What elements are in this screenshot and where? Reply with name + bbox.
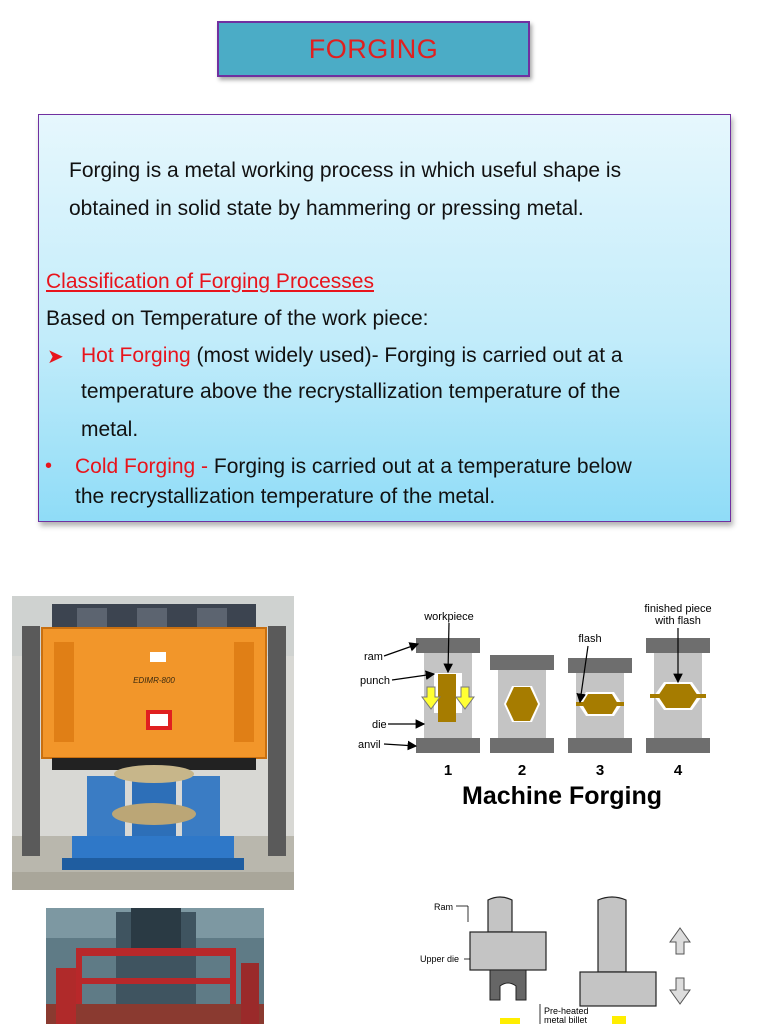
large-press-photo	[46, 908, 264, 1024]
press-label: EDIMR-800	[133, 676, 175, 685]
content-box	[38, 114, 731, 522]
step-number-2: 2	[517, 762, 527, 779]
arrow-bullet-icon: ➤	[47, 346, 64, 368]
machine-forging-diagram	[352, 598, 722, 820]
step-number-4: 4	[673, 762, 683, 779]
hot-forging-line-2: temperature above the recrystallization temperature of the	[81, 380, 621, 403]
label-workpiece: workpiece	[424, 611, 474, 623]
hot-forging-line-3: metal.	[81, 418, 139, 441]
label-ram: ram	[364, 651, 383, 663]
intro-line-2: obtained in solid state by hammering or pressing metal.	[69, 197, 584, 220]
title-box	[217, 21, 530, 77]
hot-forging-desc: (most widely used)- Forging is carried out at a	[190, 344, 623, 367]
label-die: die	[372, 719, 387, 731]
diagram-caption: Machine Forging	[462, 782, 662, 810]
label-upper-die: Upper die	[420, 954, 460, 964]
label-finished-1: finished piece	[644, 603, 712, 615]
ram-die-diagram	[412, 892, 712, 1024]
cold-forging-line-2: the recrystallization temperature of the metal.	[75, 485, 496, 508]
cold-forging-desc: Forging is carried out at a temperature below	[213, 455, 632, 478]
step-number-3: 3	[595, 762, 605, 779]
page-title: FORGING	[308, 33, 439, 64]
label-finished-2: with flash	[655, 615, 701, 627]
label-billet-1: Pre-heated	[544, 1006, 589, 1016]
hot-forging-line-1	[81, 344, 623, 368]
label-billet-2: metal billet	[544, 1015, 588, 1024]
bullet-dot-icon: •	[45, 455, 53, 477]
forging-press-photo	[12, 596, 294, 890]
label-ram-2: Ram	[434, 902, 454, 912]
hot-forging-term: Hot Forging	[81, 344, 191, 367]
cold-forging-term: Cold Forging -	[75, 455, 214, 478]
label-anvil: anvil	[358, 739, 381, 751]
intro-line-1: Forging is a metal working process in which useful shape is	[69, 159, 622, 182]
cold-forging-line-1	[75, 455, 632, 479]
label-punch: punch	[360, 675, 390, 687]
label-flash: flash	[578, 633, 602, 645]
step-number-1: 1	[443, 762, 453, 779]
classification-heading: Classification of Forging Processes	[46, 270, 374, 293]
classification-basis: Based on Temperature of the work piece:	[46, 307, 429, 330]
